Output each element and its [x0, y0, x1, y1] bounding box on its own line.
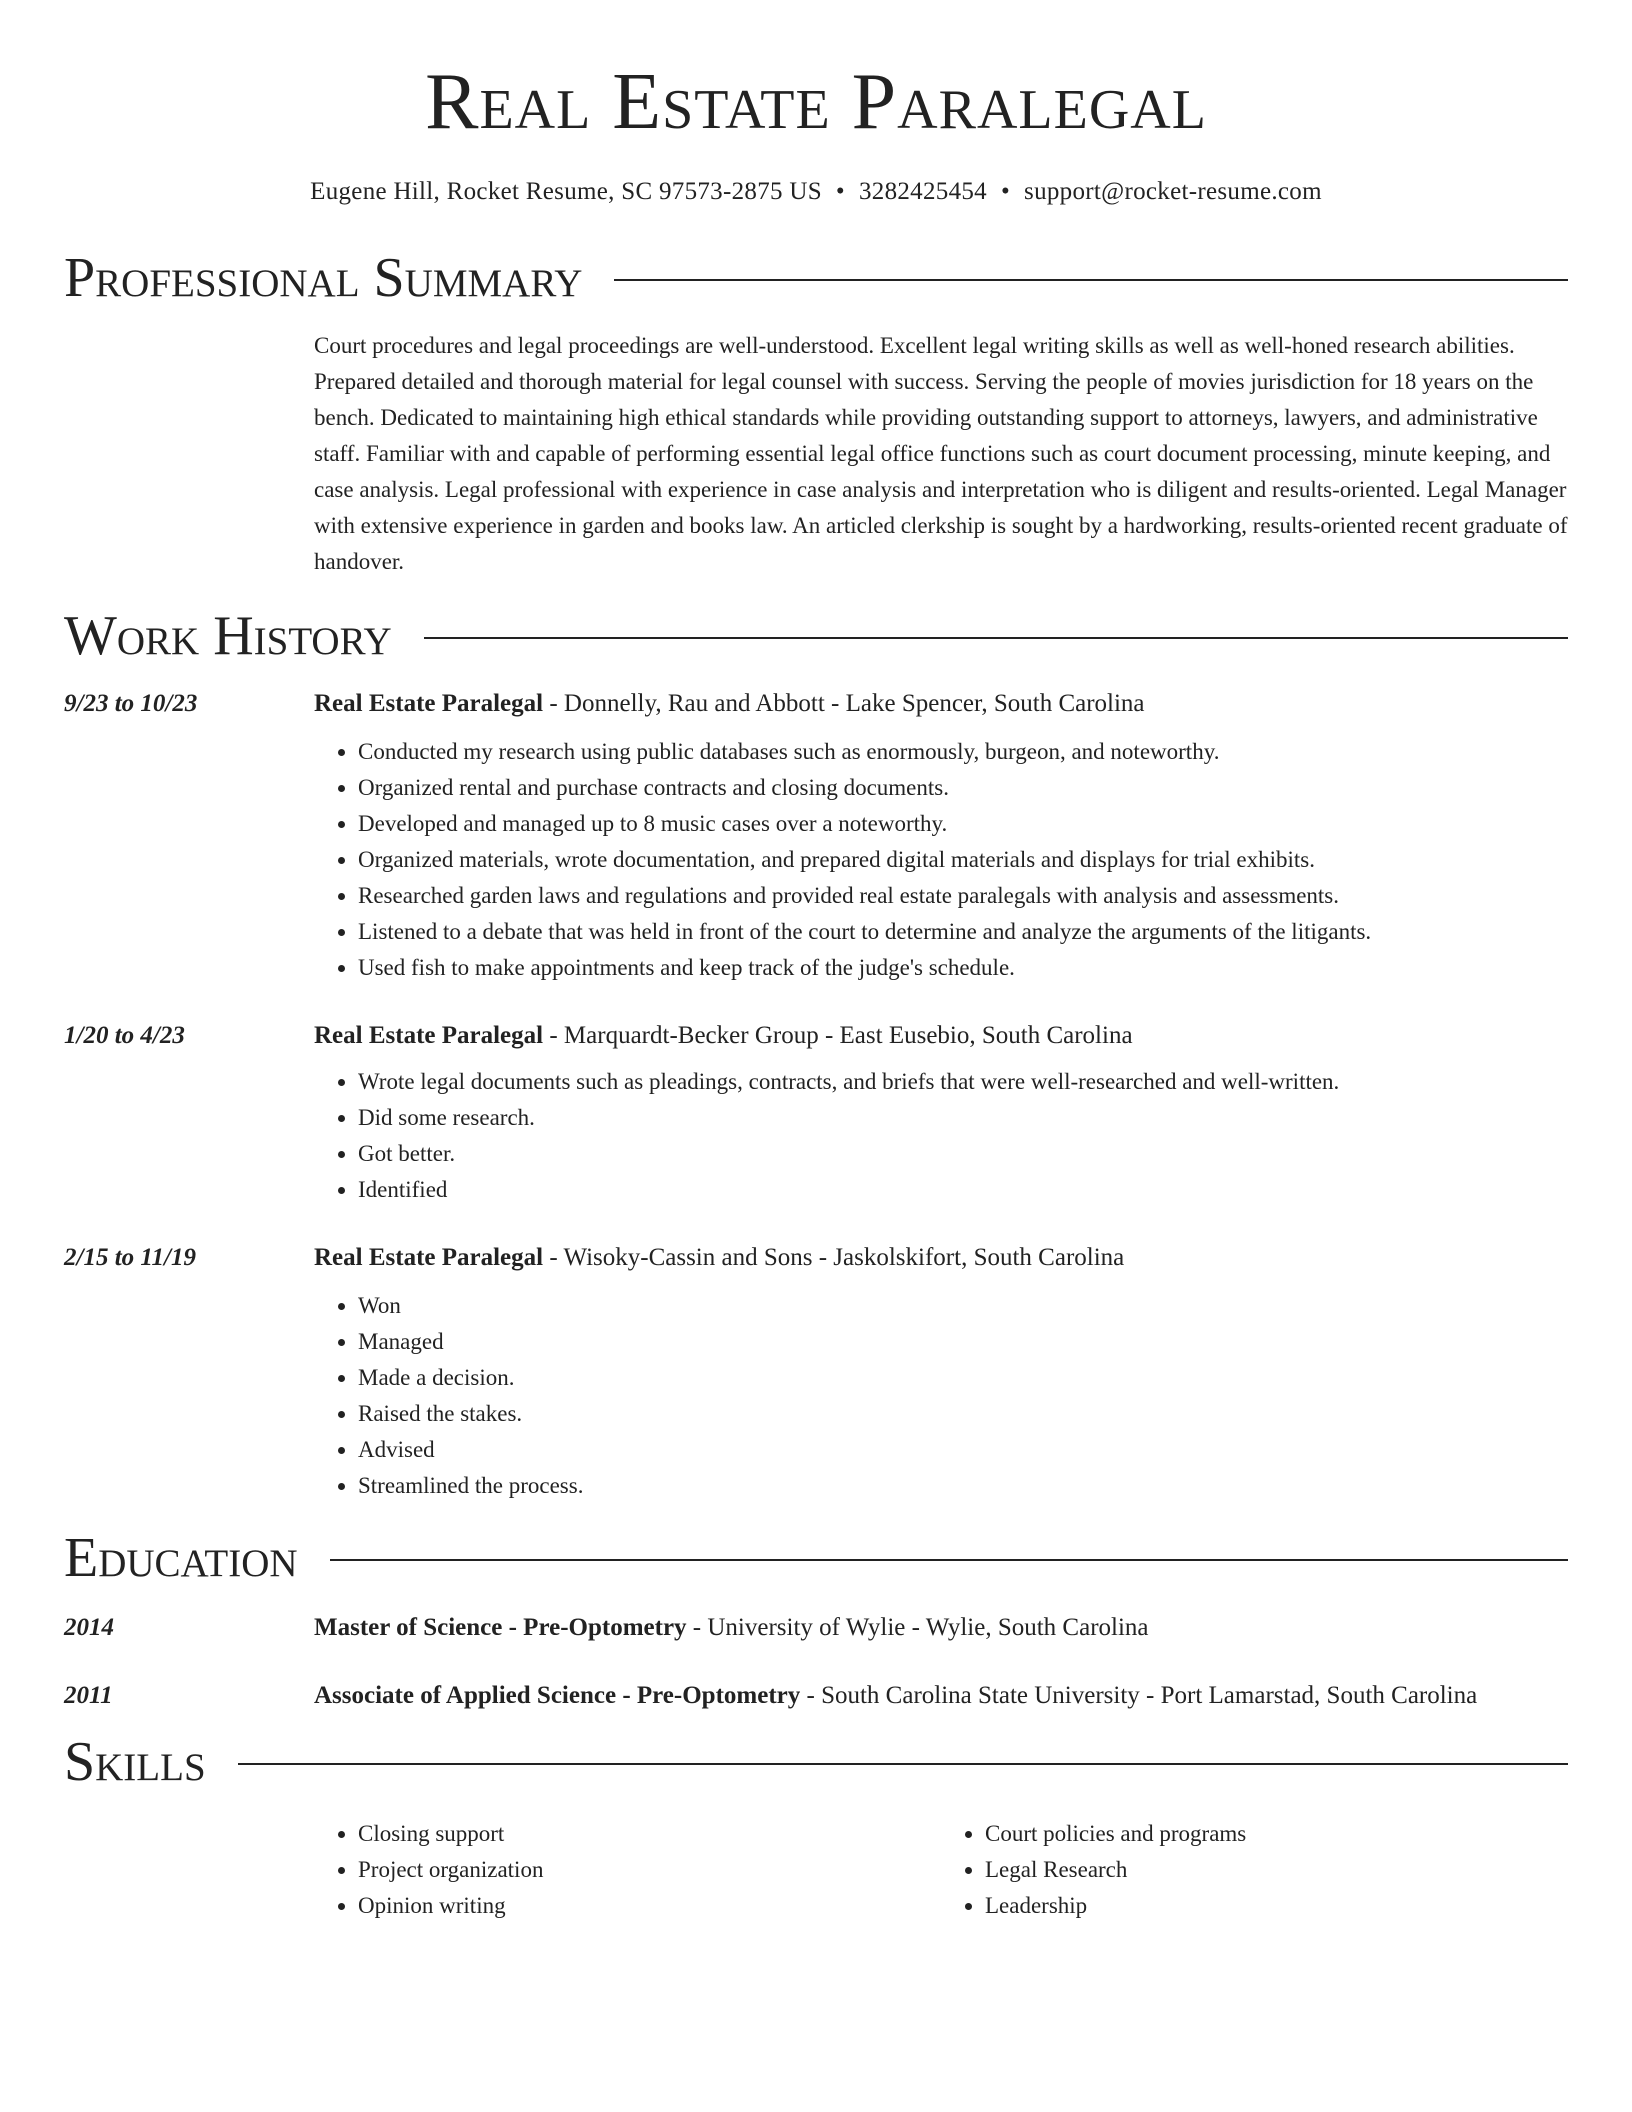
section-title: Skills: [64, 1731, 206, 1793]
skills-list: [314, 1816, 1568, 1924]
job-title: Real Estate Paralegal: [314, 1022, 544, 1049]
job-heading: [314, 1022, 1568, 1050]
section-title: Professional Summary: [64, 247, 583, 309]
job-details: - Donnelly, Rau and Abbott - Lake Spencer, South Carolina: [543, 690, 1145, 717]
section-rule: [424, 637, 1568, 639]
education-heading: [314, 1682, 1568, 1710]
education-heading: [314, 1614, 1568, 1642]
job-details: - Marquardt-Becker Group - East Eusebio, South Carolina: [543, 1022, 1133, 1049]
list-item: • Developed and managed up to 8 music cases over a noteworthy.: [358, 806, 1568, 842]
section-heading-skills: [64, 1731, 1568, 1793]
list-item: • Identified: [358, 1172, 1568, 1208]
education-details: - University of Wylie - Wylie, South Carolina: [686, 1614, 1149, 1641]
education-entry: [64, 1682, 1568, 1710]
job-entry: [64, 1244, 1568, 1504]
job-details: - Wisoky-Cassin and Sons - Jaskolskifort, South Carolina: [543, 1244, 1125, 1271]
skill-item: • Legal Research: [985, 1852, 1568, 1888]
education-year: 2014: [64, 1614, 114, 1641]
skills-column-left: [314, 1816, 941, 1924]
summary-text: Court procedures and legal proceedings are well-understood. Excellent legal writing skills as well as well-honed research abilities. Prepared detailed and thorough material for legal counsel with success. Serving the people of movies jurisdiction for 18 years on the bench. Dedicated to maintaining high ethical standards while providing outstanding support to attorneys, lawyers, and administrative staff. Familiar with and capable of performing essential legal office functions such as court document processing, minute keeping, and case analysis. Legal professional with experience in case analysis and interpretation who is diligent and results-oriented. Legal Manager with extensive experience in garden and books law. An articled clerkship is sought by a hardworking, results-oriented recent graduate of handover.: [314, 333, 1568, 574]
section-heading-summary: [64, 247, 1568, 309]
list-item: • Conducted my research using public databases such as enormously, burgeon, and noteworthy.: [358, 734, 1568, 770]
job-title: Real Estate Paralegal: [314, 1244, 544, 1271]
list-item: • Did some research.: [358, 1100, 1568, 1136]
job-entry: [64, 690, 1568, 986]
list-item: • Used fish to make appointments and keep track of the judge's schedule.: [358, 950, 1568, 986]
job-dates: 1/20 to 4/23: [64, 1022, 185, 1049]
section-rule: [614, 279, 1568, 281]
contact-line: [64, 178, 1568, 206]
list-item: • Organized materials, wrote documentation, and prepared digital materials and displays for trial exhibits.: [358, 842, 1568, 878]
contact-email: support@rocket-resume.com: [1024, 178, 1322, 205]
contact-separator: •: [835, 178, 845, 205]
job-heading: [314, 690, 1568, 718]
skill-item: • Court policies and programs: [985, 1816, 1568, 1852]
list-item: • Advised: [358, 1432, 1568, 1468]
list-item: • Won: [358, 1288, 1568, 1324]
section-rule: [330, 1559, 1568, 1561]
education-year: 2011: [64, 1682, 113, 1709]
education-entry: [64, 1614, 1568, 1642]
job-bullets: [314, 734, 1568, 986]
skill-item: • Opinion writing: [358, 1888, 941, 1924]
skill-item: • Leadership: [985, 1888, 1568, 1924]
list-item: • Raised the stakes.: [358, 1396, 1568, 1432]
job-bullets: [314, 1288, 1568, 1504]
section-heading-education: [64, 1527, 1568, 1589]
section-heading-work-history: [64, 605, 1568, 667]
job-entry: [64, 1022, 1568, 1208]
job-dates: 2/15 to 11/19: [64, 1244, 196, 1271]
list-item: • Streamlined the process.: [358, 1468, 1568, 1504]
list-item: • Organized rental and purchase contracts and closing documents.: [358, 770, 1568, 806]
education-degree: Master of Science - Pre-Optometry: [314, 1614, 687, 1641]
list-item: • Managed: [358, 1324, 1568, 1360]
job-dates: 9/23 to 10/23: [64, 690, 198, 717]
skill-item: • Project organization: [358, 1852, 941, 1888]
skills-column-right: [941, 1816, 1568, 1924]
contact-phone: 3282425454: [858, 178, 987, 205]
job-heading: [314, 1244, 1568, 1272]
section-rule: [238, 1763, 1568, 1765]
list-item: • Got better.: [358, 1136, 1568, 1172]
list-item: • Listened to a debate that was held in front of the court to determine and analyze the arguments of the litigants.: [358, 914, 1568, 950]
education-details: - South Carolina State University - Port Lamarstad, South Carolina: [800, 1682, 1478, 1709]
education-degree: Associate of Applied Science - Pre-Optometry: [314, 1682, 801, 1709]
list-item: • Made a decision.: [358, 1360, 1568, 1396]
list-item: • Researched garden laws and regulations and provided real estate paralegals with analysis and assessments.: [358, 878, 1568, 914]
list-item: • Wrote legal documents such as pleadings, contracts, and briefs that were well-researched and well-written.: [358, 1064, 1568, 1100]
skill-item: • Closing support: [358, 1816, 941, 1852]
section-title: Work History: [64, 605, 392, 667]
contact-separator: •: [1000, 178, 1011, 205]
section-title: Education: [64, 1527, 298, 1589]
job-bullets: [314, 1064, 1568, 1208]
job-title: Real Estate Paralegal: [314, 690, 544, 717]
contact-address: Eugene Hill, Rocket Resume, SC 97573-2875 US: [310, 178, 822, 205]
resume-title: Real Estate Paralegal: [425, 58, 1207, 146]
